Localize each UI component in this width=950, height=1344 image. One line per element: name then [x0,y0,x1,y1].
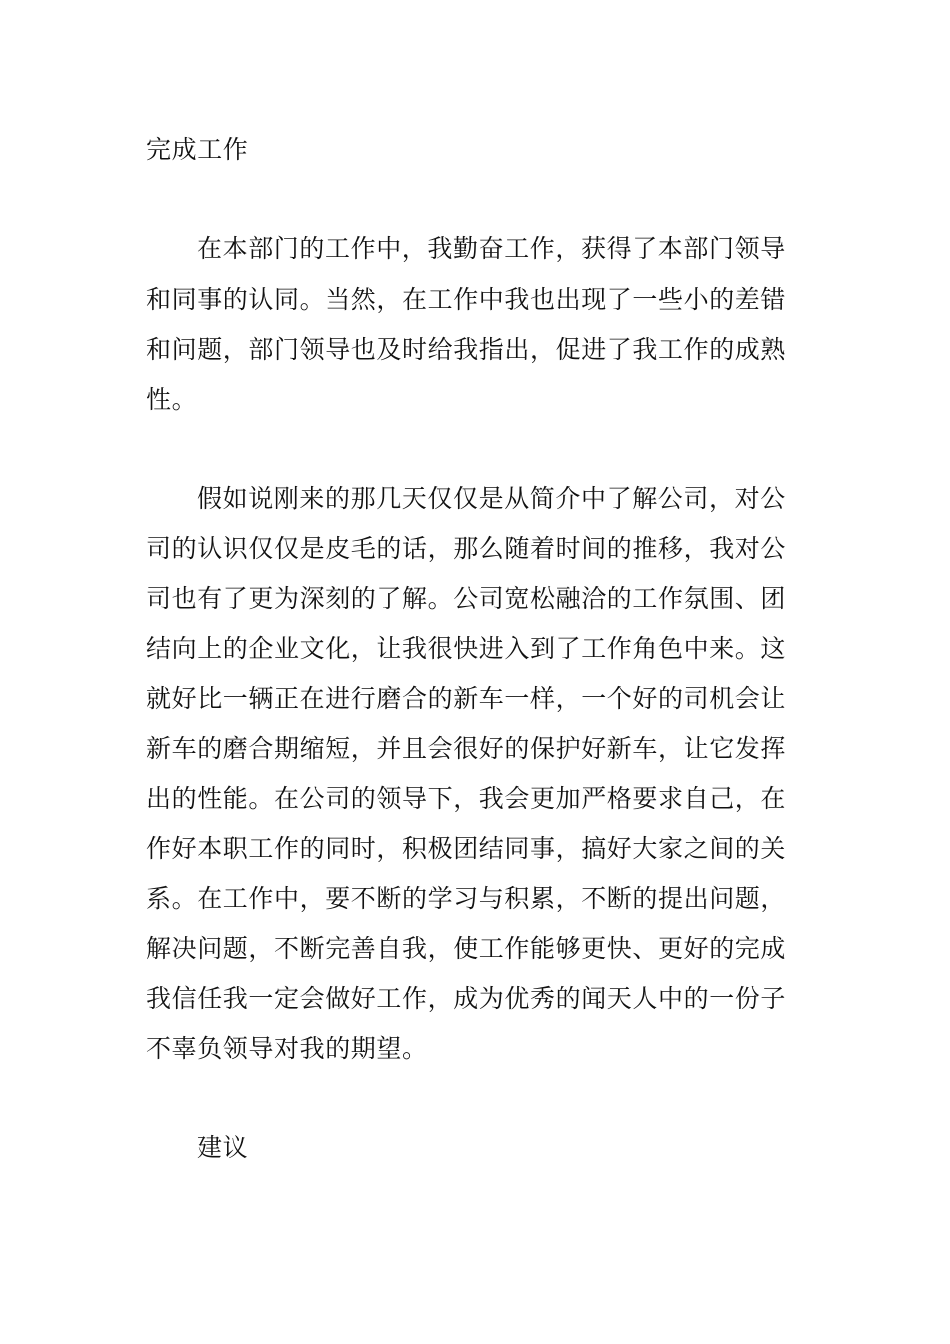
paragraph-line: 解决问题，不断完善自我，使工作能够更快、更好的完成 [146,934,787,963]
paragraph-line: 出的性能。在公司的领导下，我会更加严格要求自己，在 [146,784,787,813]
section-heading-suggestion: 建议 [197,1133,249,1162]
paragraph-line: 新车的磨合期缩短，并且会很好的保护好新车，让它发挥 [146,734,787,763]
paragraph-line: 假如说刚来的那几天仅仅是从简介中了解公司，对公 [197,484,786,513]
paragraph-line: 性。 [146,385,198,414]
paragraph-line: 司也有了更为深刻的了解。公司宽松融洽的工作氛围、团 [146,584,787,613]
paragraph-line: 在本部门的工作中，我勤奋工作，获得了本部门领导 [197,234,786,263]
paragraph-line: 不辜负领导对我的期望。 [146,1034,428,1063]
paragraph-line: 结向上的企业文化，让我很快进入到了工作角色中来。这 [146,634,787,663]
section-heading-complete-work: 完成工作 [146,135,249,164]
paragraph-line: 我信任我一定会做好工作，成为优秀的闻天人中的一份子 [146,984,787,1013]
paragraph-line: 和同事的认同。当然，在工作中我也出现了一些小的差错 [146,285,787,314]
paragraph-line: 就好比一辆正在进行磨合的新车一样，一个好的司机会让 [146,684,787,713]
paragraph-line: 司的认识仅仅是皮毛的话，那么随着时间的推移，我对公 [146,534,787,563]
paragraph-line: 作好本职工作的同时，积极团结同事，搞好大家之间的关 [146,834,787,863]
paragraph-line: 系。在工作中，要不断的学习与积累，不断的提出问题， [146,884,787,913]
paragraph-line: 和问题，部门领导也及时给我指出，促进了我工作的成熟 [146,335,787,364]
